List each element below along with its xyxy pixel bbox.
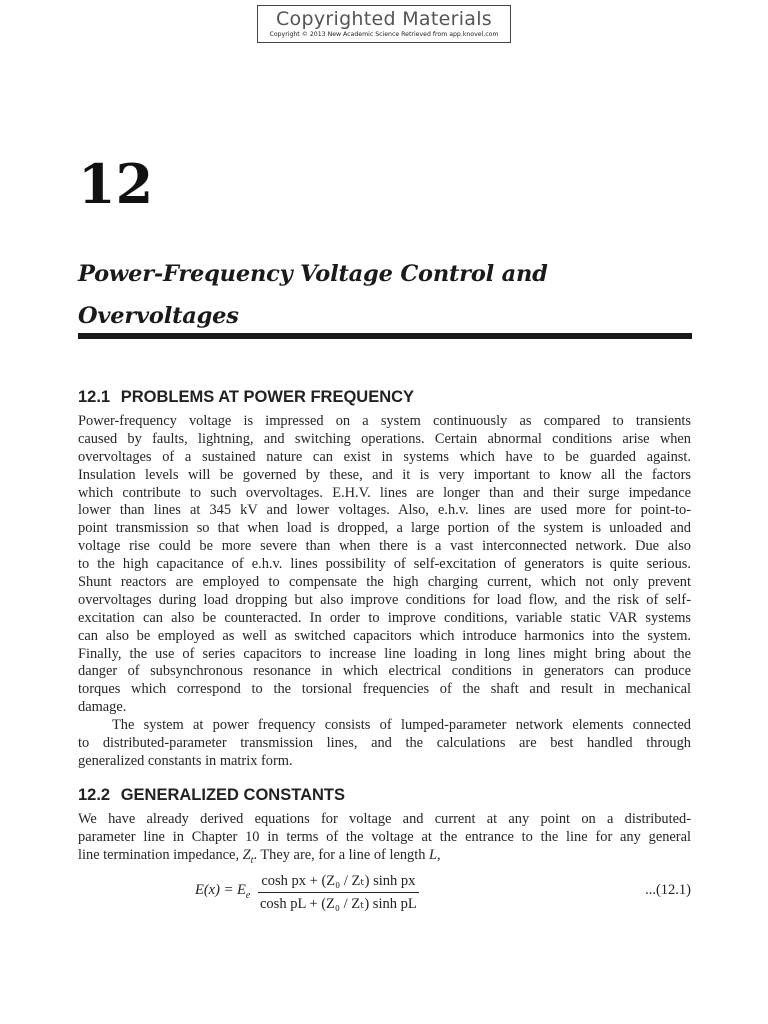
fraction-bar xyxy=(258,892,419,893)
section-heading-12-2 xyxy=(78,785,345,805)
text-line: point transmission so that when load is dropped, a large portion of the system is unloaded and xyxy=(78,520,691,537)
section-number: 12.1 xyxy=(78,388,111,406)
text-line: voltage rise could be more severe than when there is a vast interconnected network. Due also xyxy=(78,538,691,555)
chapter-number: 12 xyxy=(78,152,154,216)
text-line: line termination impedance, $Z_t$. They are, for a line of length L, xyxy=(78,846,441,866)
text-line: which contribute to such overvoltages. E.H.V. lines are longer than and their surge impedance xyxy=(78,484,691,501)
text-line: torques which correspond to the torsional frequencies of the shaft and result in mechanical xyxy=(78,681,691,698)
stamp-title: Copyrighted Materials xyxy=(275,8,492,30)
text-line: parameter line in Chapter 10 in terms of the voltage at the entrance to the line for any general xyxy=(78,828,691,845)
section-title: GENERALIZED CONSTANTS xyxy=(120,786,345,804)
text-line: Shunt reactors are employed to compensate the high charging current, which not only prevent xyxy=(78,574,691,591)
text-line: to distributed-parameter transmission lines, and the calculations are best handled through xyxy=(78,735,691,752)
copyright-stamp xyxy=(257,5,511,43)
section-1-body xyxy=(78,413,691,771)
chapter-rule xyxy=(78,333,692,339)
text-line: overvoltages during load dropping but also improve conditions for load flow, and the risk of self- xyxy=(78,591,691,608)
text-line: excitation can also be counteracted. In order to improve conditions, variable static VAR systems xyxy=(78,609,691,626)
stamp-subtitle: Copyright © 2013 New Academic Science Retrieved from app.knovel.com xyxy=(269,31,499,38)
text-line: overvoltages of a sustained nature can exist in systems which have to be guarded against. xyxy=(78,448,691,465)
section-title: PROBLEMS AT POWER FREQUENCY xyxy=(120,388,415,406)
text-line: Finally, the use of series capacitors to increase line loading in long lines might bring about the xyxy=(78,645,691,662)
equation-denominator: cosh pL + (Z₀ / Zₜ) sinh pL xyxy=(260,896,417,912)
impedance-symbol: Z xyxy=(242,846,251,863)
section-2-body xyxy=(78,811,691,865)
text-line: Power-frequency voltage is impressed on a system continuously as compared to transients xyxy=(78,413,691,429)
text-line: danger of subsynchronous resonance in which electrical conditions in generators can produce xyxy=(78,663,691,680)
text-line: We have already derived equations for voltage and current at any point on a distributed- xyxy=(78,811,691,827)
paragraph-1 xyxy=(78,413,691,717)
text-line: Insulation levels will be governed by these, and it is very important to know all the factors xyxy=(78,466,691,483)
chapter-title-line-1: Power-Frequency Voltage Control and xyxy=(78,261,548,287)
length-symbol: L xyxy=(429,846,438,863)
equation-12-1 xyxy=(78,870,691,914)
chapter-title xyxy=(78,253,698,337)
equation-number: ...(12.1) xyxy=(645,882,691,898)
equation-fraction xyxy=(258,871,419,914)
text-line: The system at power frequency consists of lumped-parameter network elements connected xyxy=(112,717,691,734)
text-line: caused by faults, lightning, and switching operations. Certain abnormal conditions arise when xyxy=(78,430,691,447)
text-line: generalized constants in matrix form. xyxy=(78,752,293,769)
text-line: damage. xyxy=(78,699,127,716)
text-line: can also be employed as well as switched capacitors which introduce harmonics into the system. xyxy=(78,627,691,644)
paragraph-2 xyxy=(78,717,691,771)
text-line: lower than lines at 345 kV and lower voltages. Also, e.h.v. lines are used more for point-to- xyxy=(78,502,691,519)
text-line: to the high capacitance of e.h.v. lines possibility of self-excitation of generators is quite serious. xyxy=(78,556,691,573)
equation-numerator: cosh px + (Z₀ / Zₜ) sinh px xyxy=(261,873,416,889)
section-heading-12-1 xyxy=(78,387,414,407)
chapter-title-line-2: Overvoltages xyxy=(78,303,239,329)
equation-lhs: $E(x) = E_e$ xyxy=(195,882,251,901)
section-number: 12.2 xyxy=(78,786,111,804)
